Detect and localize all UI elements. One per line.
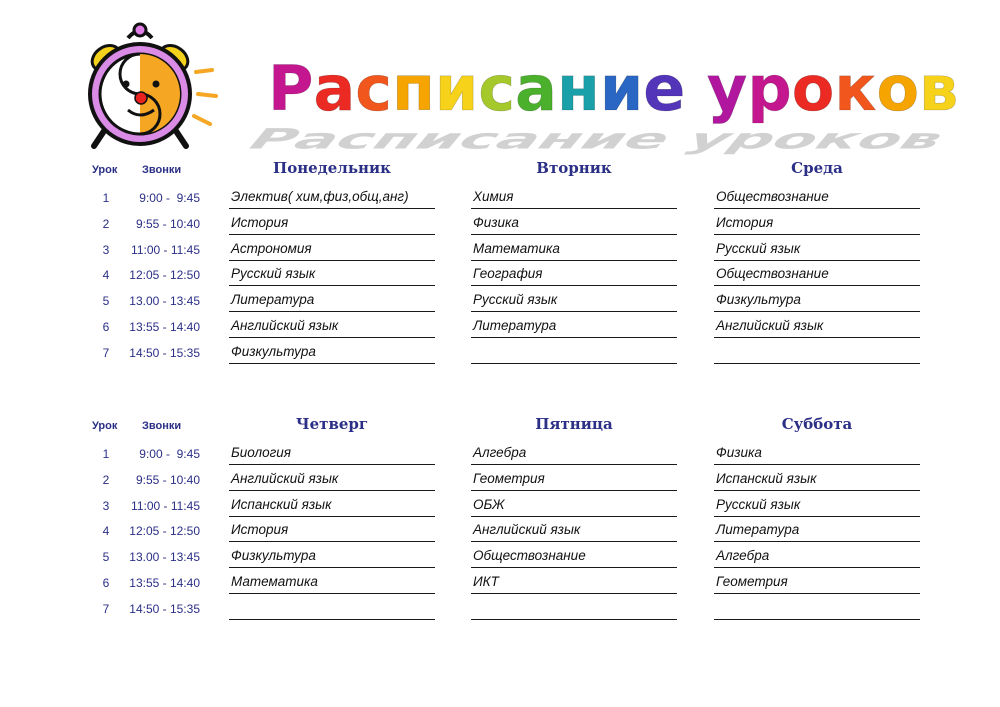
subject-cell <box>471 492 677 517</box>
title-letter: к <box>834 52 877 125</box>
subject-name: Русский язык <box>231 266 316 282</box>
bells-header: Звонки <box>142 420 182 432</box>
subject-name: Русский язык <box>473 292 558 308</box>
subject-name: Испанский язык <box>231 496 332 512</box>
subject-name: Английский язык <box>231 318 339 333</box>
lesson-row <box>82 466 942 492</box>
subject-cell <box>229 339 435 364</box>
lesson-time: 9:00 - 9:45 <box>139 191 200 205</box>
lesson-number: 6 <box>102 320 110 334</box>
day-name-saturday: Суббота <box>781 415 853 433</box>
title-letter: п <box>392 52 435 125</box>
lesson-number: 3 <box>102 498 110 513</box>
subject-cell <box>471 287 677 312</box>
subject-cell <box>714 261 920 286</box>
lesson-row <box>82 517 942 543</box>
subject-name: Английский язык <box>231 470 339 486</box>
subject-cell <box>471 543 677 568</box>
subject-name: Физика <box>473 214 519 230</box>
lesson-header: Урок <box>92 164 118 176</box>
subject-name: Обществознание <box>473 548 586 564</box>
lesson-row <box>82 313 942 339</box>
subject-name: Физкультура <box>231 343 316 359</box>
lesson-number: 4 <box>102 524 110 539</box>
lesson-number: 4 <box>102 268 110 283</box>
lesson-number: 6 <box>102 576 110 590</box>
subject-cell <box>229 440 435 465</box>
subject-cell <box>229 492 435 517</box>
title-letter: н <box>556 52 600 125</box>
subject-name: Английский язык <box>716 318 824 333</box>
subject-cell <box>714 440 920 465</box>
subject-name: Испанский язык <box>716 470 817 486</box>
lesson-number: 2 <box>102 472 110 487</box>
subject-name: Геометрия <box>716 574 788 589</box>
subject-cell <box>229 543 435 568</box>
subject-cell <box>471 517 677 542</box>
subject-name: Алгебра <box>716 548 770 564</box>
lesson-time: 13.00 - 13:45 <box>129 550 200 565</box>
title-letter: Р <box>268 52 314 125</box>
subject-cell <box>229 287 435 312</box>
lesson-time: 12:05 - 12:50 <box>129 524 200 539</box>
title-shadow: Расписание уроков <box>238 122 956 155</box>
lesson-time: 11:00 - 11:45 <box>131 498 200 513</box>
lesson-row <box>82 184 942 210</box>
subject-cell <box>714 595 920 620</box>
bells-header: Звонки <box>142 164 182 176</box>
subject-name: Английский язык <box>473 522 581 538</box>
lesson-number: 5 <box>102 294 110 309</box>
subject-cell <box>229 210 435 235</box>
day-name-tuesday: Вторник <box>536 159 612 177</box>
lesson-row <box>82 287 942 313</box>
lesson-number: 3 <box>102 242 110 257</box>
subject-name: Физкультура <box>231 548 316 564</box>
page-title <box>268 52 958 125</box>
subject-name: Литература <box>716 522 800 538</box>
title-letter: с <box>355 52 393 125</box>
lesson-row <box>82 236 942 262</box>
subject-name: Электив( хим,физ,общ,анг) <box>231 189 409 204</box>
subject-name: География <box>473 266 543 282</box>
subject-cell <box>229 595 435 620</box>
title-letter: в <box>919 52 959 125</box>
subject-name: История <box>231 214 289 230</box>
subject-cell <box>471 440 677 465</box>
subject-name: Астрономия <box>231 240 312 256</box>
subject-cell <box>471 261 677 286</box>
subject-cell <box>714 184 920 209</box>
subject-cell <box>471 466 677 491</box>
subject-name: Обществознание <box>716 266 829 282</box>
subject-cell <box>714 287 920 312</box>
subject-cell <box>714 466 920 491</box>
subject-cell <box>229 569 435 594</box>
lesson-number: 1 <box>102 191 110 205</box>
lesson-time: 13:55 - 14:40 <box>129 576 200 590</box>
lesson-time: 14:50 - 15:35 <box>129 601 200 616</box>
subject-name: Литература <box>231 292 315 308</box>
title-letter: у <box>706 52 748 125</box>
subject-cell <box>714 543 920 568</box>
lesson-row <box>82 569 942 595</box>
lesson-row <box>82 261 942 287</box>
subject-name: Русский язык <box>716 496 801 512</box>
subject-cell <box>471 210 677 235</box>
subject-cell <box>471 339 677 364</box>
subject-cell <box>471 569 677 594</box>
subject-cell <box>714 492 920 517</box>
subject-name: Химия <box>473 189 514 204</box>
subject-cell <box>471 595 677 620</box>
subject-name: Обществознание <box>716 189 829 204</box>
subject-cell <box>229 313 435 338</box>
subject-cell <box>229 517 435 542</box>
lesson-time: 9:00 - 9:45 <box>139 447 200 461</box>
subject-cell <box>714 339 920 364</box>
subject-name: ОБЖ <box>473 496 505 512</box>
day-name-friday: Пятница <box>535 415 613 433</box>
subject-name: Русский язык <box>716 240 801 256</box>
subject-name: Математика <box>473 240 560 256</box>
title-letter: а <box>515 52 557 125</box>
lesson-row <box>82 492 942 518</box>
lesson-time: 9:55 - 10:40 <box>135 216 200 231</box>
lesson-number: 5 <box>102 550 110 565</box>
subject-name: Биология <box>231 445 292 460</box>
page-title-wrap <box>238 52 959 155</box>
lesson-number: 7 <box>102 345 110 360</box>
lesson-header: Урок <box>92 420 118 432</box>
subject-cell <box>229 184 435 209</box>
subject-cell <box>471 313 677 338</box>
subject-cell <box>229 261 435 286</box>
title-letter: с <box>478 52 516 125</box>
subject-name: Математика <box>231 574 318 589</box>
title-letter: и <box>599 52 644 125</box>
day-name-thursday: Четверг <box>295 415 369 433</box>
lesson-time: 13.00 - 13:45 <box>129 294 200 309</box>
subject-cell <box>714 210 920 235</box>
title-letter: и <box>434 52 479 125</box>
subject-name: Физика <box>716 445 762 460</box>
subject-name: Физкультура <box>716 292 801 308</box>
lesson-row <box>82 339 942 365</box>
lesson-number: 2 <box>102 216 110 231</box>
lesson-row <box>82 210 942 236</box>
lesson-row <box>82 543 942 569</box>
alarm-clock-icon <box>78 20 218 150</box>
lesson-time: 9:55 - 10:40 <box>135 472 200 487</box>
subject-cell <box>229 236 435 261</box>
title-letter: р <box>747 52 792 125</box>
title-letter: е <box>643 52 686 125</box>
lesson-row <box>82 595 942 621</box>
subject-name: ИКТ <box>473 574 499 589</box>
day-name-monday: Понедельник <box>273 159 391 177</box>
title-letter: а <box>313 52 356 125</box>
subject-name: История <box>716 214 774 230</box>
subject-cell <box>714 313 920 338</box>
subject-name: Геометрия <box>473 470 545 486</box>
lesson-time: 11:00 - 11:45 <box>131 242 200 257</box>
title-letter: о <box>791 52 835 125</box>
lesson-time: 14:50 - 15:35 <box>129 345 200 360</box>
subject-cell <box>714 236 920 261</box>
day-name-wednesday: Среда <box>791 159 843 177</box>
lesson-number: 7 <box>102 601 110 616</box>
subject-name: Литература <box>473 318 557 333</box>
subject-cell <box>714 517 920 542</box>
title-letter: о <box>876 52 920 125</box>
subject-name: Алгебра <box>473 445 527 460</box>
subject-cell <box>471 236 677 261</box>
lesson-time: 13:55 - 14:40 <box>129 320 200 334</box>
lesson-time: 12:05 - 12:50 <box>129 268 200 283</box>
subject-cell <box>714 569 920 594</box>
subject-name: История <box>231 522 289 538</box>
lesson-row <box>82 440 942 466</box>
title-letter <box>685 52 707 125</box>
subject-cell <box>229 466 435 491</box>
subject-cell <box>471 184 677 209</box>
lesson-number: 1 <box>102 447 110 461</box>
